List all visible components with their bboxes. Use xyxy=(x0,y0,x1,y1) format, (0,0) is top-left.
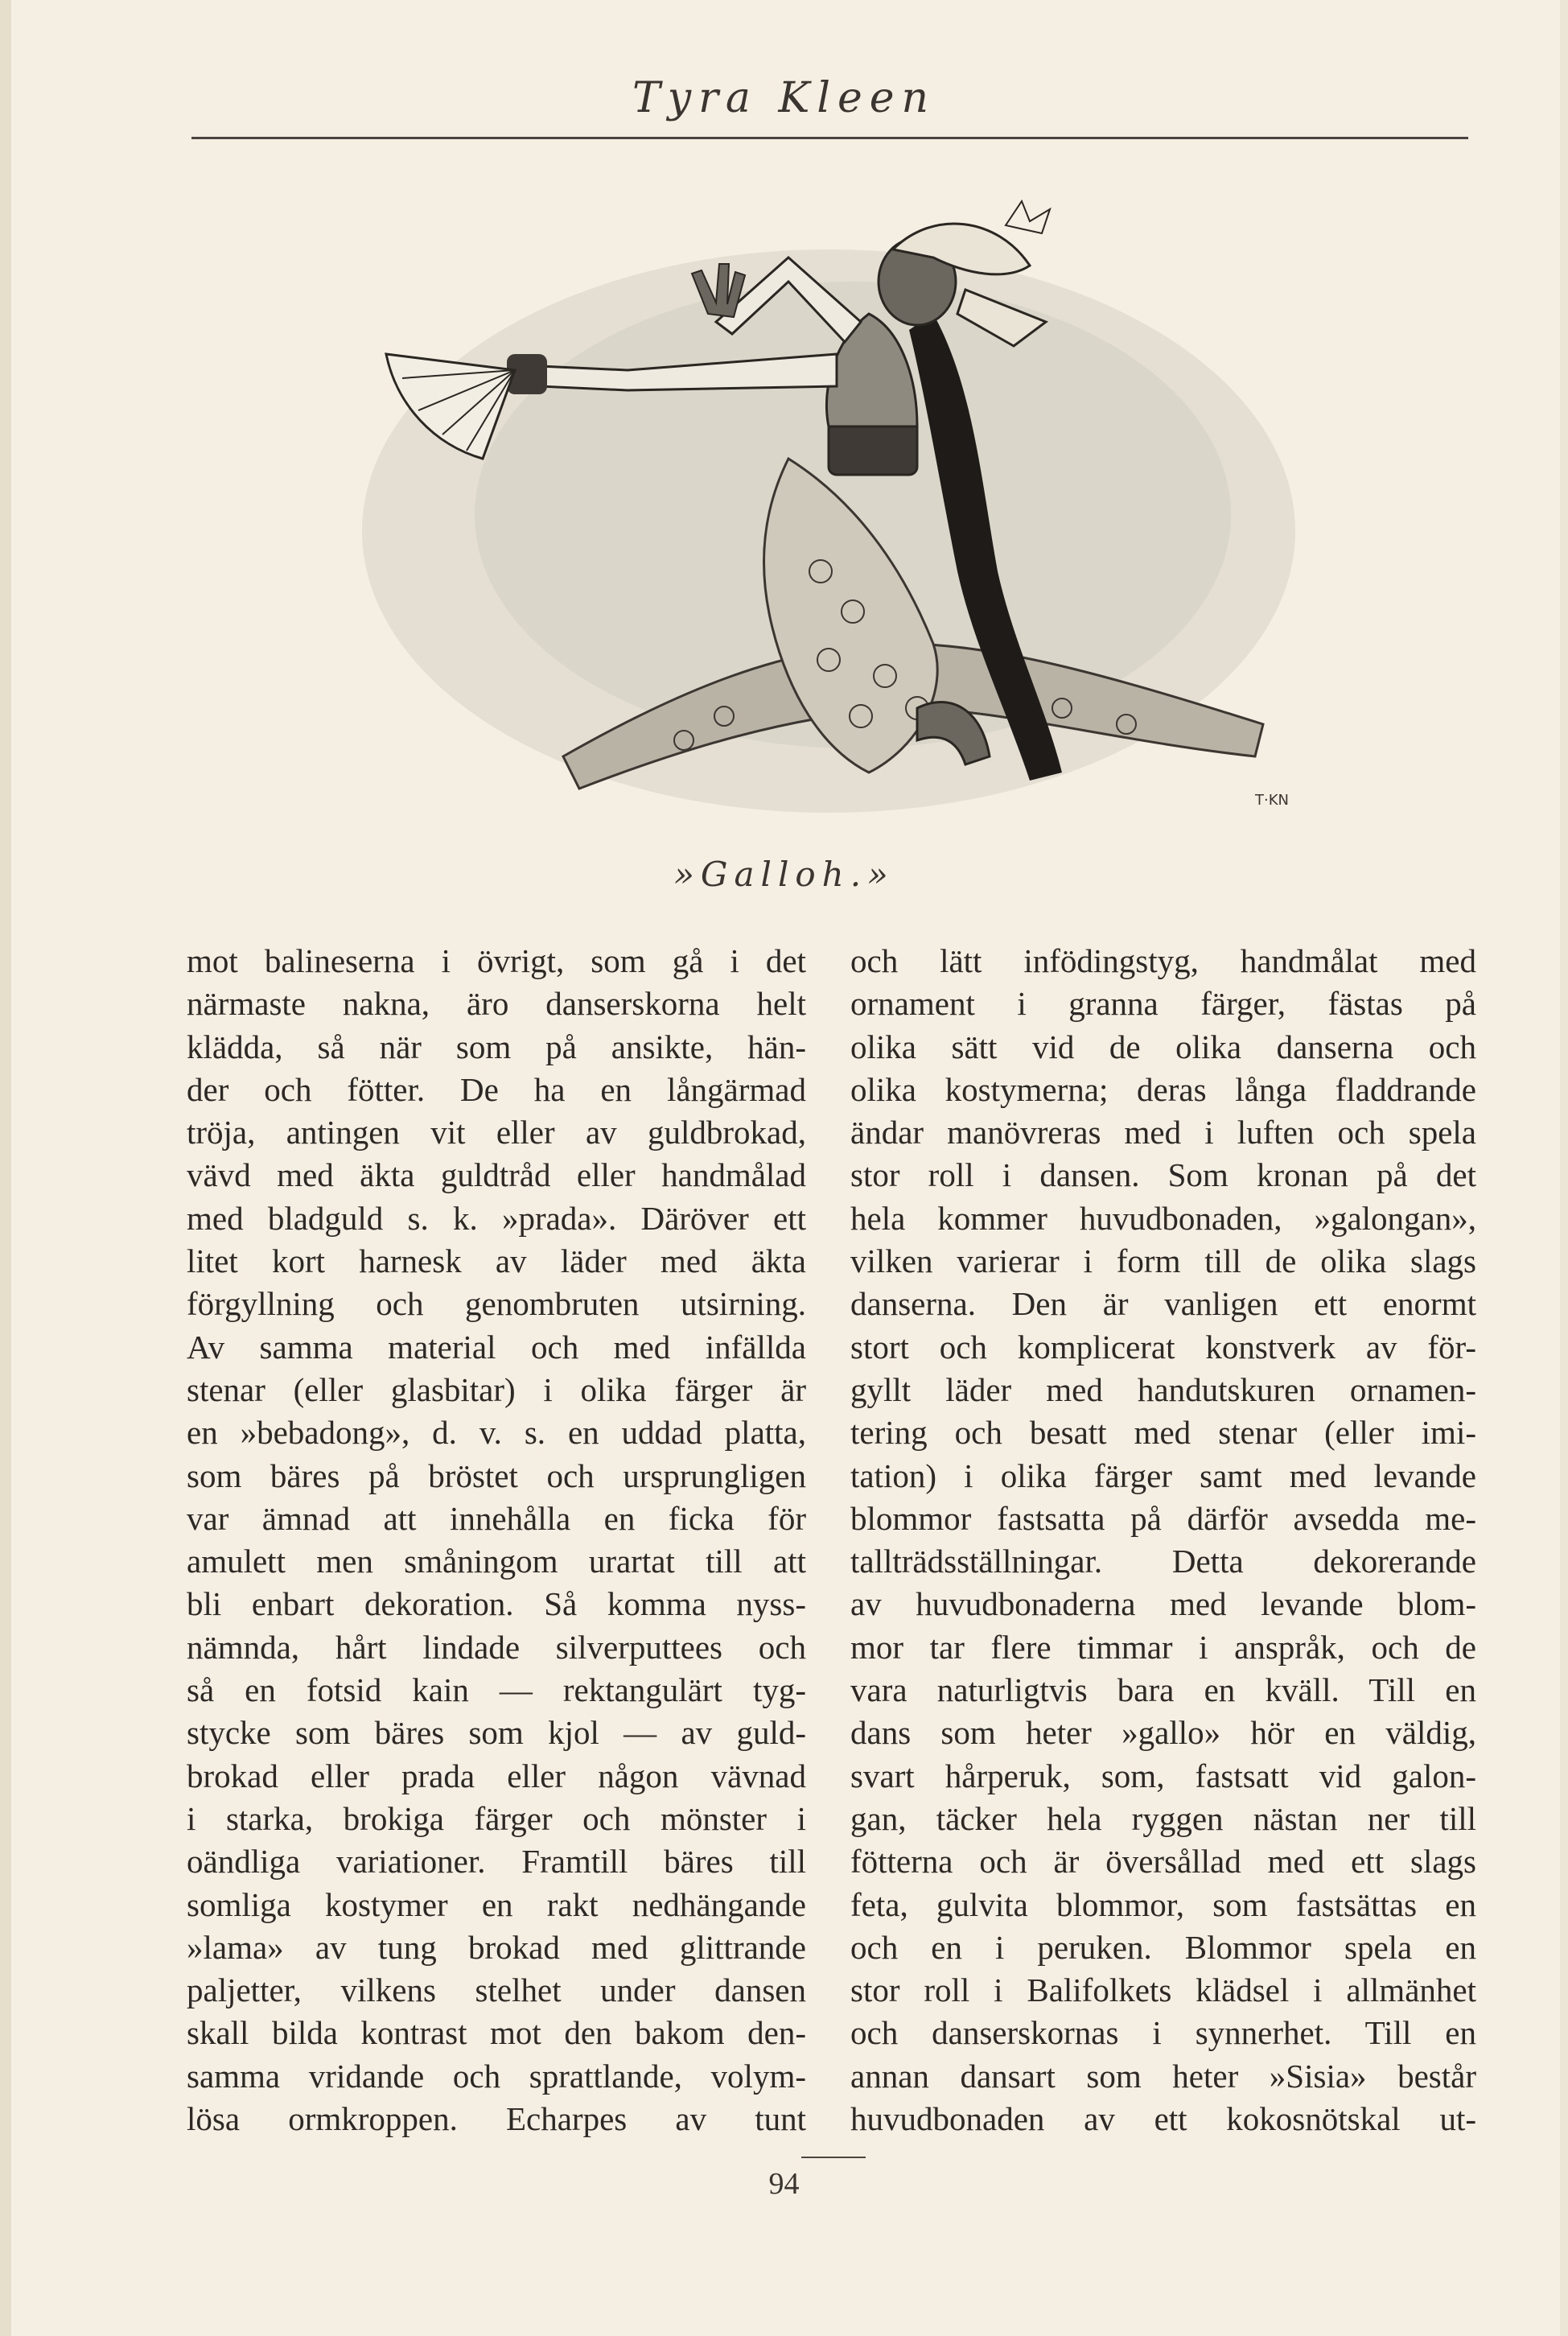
text-line: nämnda, hårt lindade silverputtees och xyxy=(187,1628,806,1666)
text-line: tallträdsställningar. Detta dekorerande xyxy=(850,1543,1476,1580)
text-line: samma vridande och sprattlande, volym- xyxy=(187,2057,806,2095)
text-line: litet kort harnesk av läder med äkta xyxy=(187,1242,806,1280)
text-line: »lama» av tung brokad med glittrande xyxy=(187,1928,806,1966)
text-line: gyllt läder med handutskuren ornamen- xyxy=(850,1370,1476,1408)
footer-rule xyxy=(801,2157,866,2158)
text-line: stort och komplicerat konstverk av för- xyxy=(850,1328,1476,1366)
text-line: tering och besatt med stenar (eller imi- xyxy=(850,1414,1476,1452)
text-line: der och fötter. De ha en långärmad xyxy=(187,1070,806,1108)
text-line: närmaste nakna, äro danserskorna helt xyxy=(187,985,806,1023)
text-line: stor roll i Balifolkets klädsel i allmänhet xyxy=(850,1971,1476,2009)
text-line: förgyllning och genombruten utsirning. xyxy=(187,1285,806,1323)
text-line: svart hårperuk, som, fastsatt vid galon- xyxy=(850,1757,1476,1794)
text-line: vilken varierar i form till de olika slags xyxy=(850,1242,1476,1280)
header-rule xyxy=(191,137,1468,139)
text-line: en »bebadong», d. v. s. en uddad platta, xyxy=(187,1414,806,1452)
dancer-illustration xyxy=(338,193,1319,837)
text-line: så en fotsid kain — rektangulärt tyg- xyxy=(187,1671,806,1709)
text-line: feta, gulvita blommor, som fastsättas en xyxy=(850,1885,1476,1923)
text-line: stenar (eller glasbitar) i olika färger är xyxy=(187,1370,806,1408)
text-line: som bäres på bröstet och ursprungligen xyxy=(187,1456,806,1494)
text-line: annan dansart som heter »Sisia» består xyxy=(850,2057,1476,2095)
text-line: tation) i olika färger samt med levande xyxy=(850,1456,1476,1494)
text-line: bli enbart dekoration. Så komma nyss- xyxy=(187,1585,806,1623)
text-line: och danserskornas i synnerhet. Till en xyxy=(850,2014,1476,2052)
text-line: var ämnad att innehålla en ficka för xyxy=(187,1499,806,1537)
text-line: stor roll i dansen. Som kronan på det xyxy=(850,1156,1476,1194)
text-line: och lätt infödingstyg, handmålat med xyxy=(850,942,1476,979)
text-line: vävd med äkta guldtråd eller handmålad xyxy=(187,1156,806,1194)
text-line: blommor fastsatta på därför avsedda me- xyxy=(850,1499,1476,1537)
text-line: ändar manövreras med i luften och spela xyxy=(850,1114,1476,1152)
running-title: Tyra Kleen xyxy=(632,74,936,122)
text-column-right xyxy=(850,940,1476,2140)
text-line: oändliga variationer. Framtill bäres till xyxy=(187,1843,806,1881)
text-line: klädda, så när som på ansikte, hän- xyxy=(187,1028,806,1065)
text-line: ornament i granna färger, fästas på xyxy=(850,985,1476,1023)
text-line: mor tar flere timmar i anspråk, och de xyxy=(850,1628,1476,1666)
text-line: brokad eller prada eller någon vävnad xyxy=(187,1757,806,1794)
text-line: med bladguld s. k. »prada». Däröver ett xyxy=(187,1199,806,1237)
text-line: och en i peruken. Blommor spela en xyxy=(850,1928,1476,1966)
text-line: Av samma material och med infällda xyxy=(187,1328,806,1366)
text-line: stycke som bäres som kjol — av guld- xyxy=(187,1714,806,1752)
text-line: fötterna och är översållad med ett slags xyxy=(850,1843,1476,1881)
text-line: lösa ormkroppen. Echarpes av tunt xyxy=(187,2100,806,2138)
text-line: i starka, brokiga färger och mönster i xyxy=(187,1799,806,1837)
text-line: amulett men småningom urartat till att xyxy=(187,1543,806,1580)
text-line: skall bilda kontrast mot den bakom den- xyxy=(187,2014,806,2052)
text-line: tröja, antingen vit eller av guldbrokad, xyxy=(187,1114,806,1152)
text-line: huvudbonaden av ett kokosnötskal ut- xyxy=(850,2100,1476,2138)
figure-caption: »Galloh.» xyxy=(673,855,895,894)
text-line: olika kostymerna; deras långa fladdrande xyxy=(850,1070,1476,1108)
text-column-left xyxy=(187,940,806,2140)
text-line: danserna. Den är vanligen ett enormt xyxy=(850,1285,1476,1323)
text-line: dans som heter »gallo» hör en väldig, xyxy=(850,1714,1476,1752)
artist-signature: T·KN xyxy=(1255,792,1289,809)
text-line: somliga kostymer en rakt nedhängande xyxy=(187,1885,806,1923)
text-line: gan, täcker hela ryggen nästan ner till xyxy=(850,1799,1476,1837)
text-line: av huvudbonaderna med levande blom- xyxy=(850,1585,1476,1623)
page-number: 94 xyxy=(768,2167,800,2201)
text-line: olika sätt vid de olika danserna och xyxy=(850,1028,1476,1065)
text-line: paljetter, vilkens stelhet under dansen xyxy=(187,1971,806,2009)
text-line: mot balineserna i övrigt, som gå i det xyxy=(187,942,806,979)
text-line: vara naturligtvis bara en kväll. Till en xyxy=(850,1671,1476,1709)
text-line: hela kommer huvudbonaden, »galongan», xyxy=(850,1199,1476,1237)
